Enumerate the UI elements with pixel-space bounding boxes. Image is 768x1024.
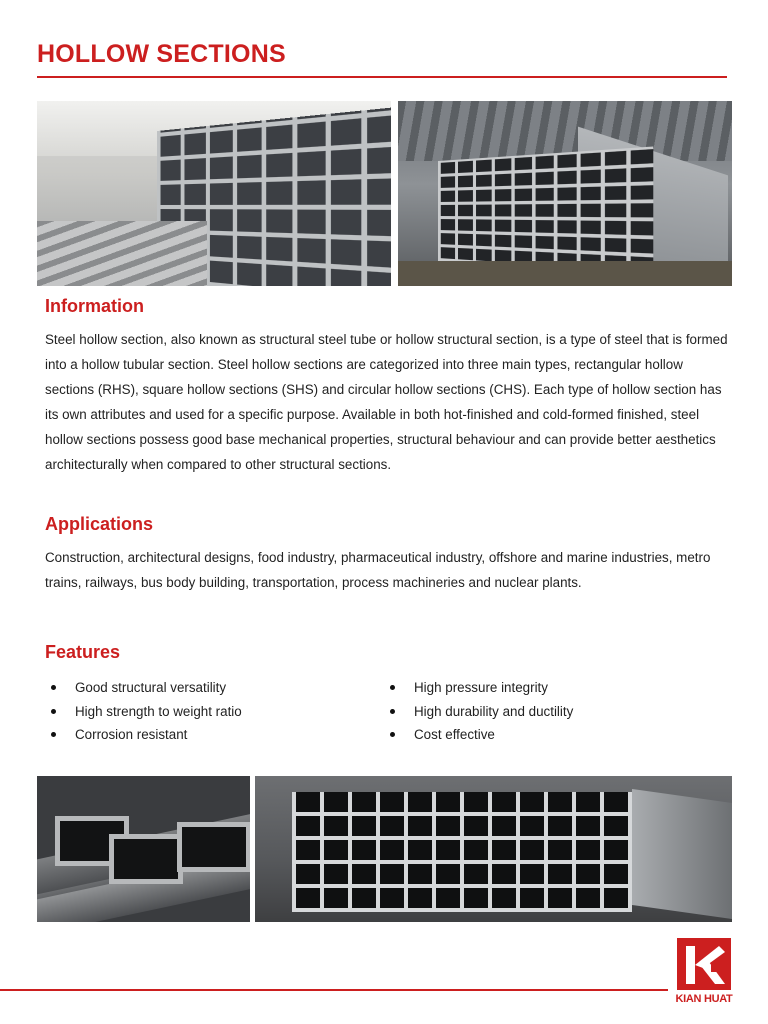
feature-item: Cost effective bbox=[384, 723, 573, 747]
page-title: HOLLOW SECTIONS bbox=[37, 40, 286, 68]
bullet-dot-icon bbox=[51, 685, 56, 690]
features-right-column bbox=[384, 676, 573, 747]
applications-heading: Applications bbox=[45, 514, 154, 534]
logo-text: KIAN HUAT bbox=[675, 993, 733, 1005]
applications-text: Construction, architectural designs, food industry, pharmaceutical industry, offshore and marine industries, metro trains, railways, bus body building, transportation, process machineries and nuclear plants. bbox=[45, 550, 711, 590]
bullet-dot-icon bbox=[51, 709, 56, 714]
information-heading: Information bbox=[45, 296, 144, 316]
bullet-dot-icon bbox=[390, 709, 395, 714]
photo-square-hollow-sections-bundle bbox=[255, 776, 732, 922]
feature-item: High strength to weight ratio bbox=[45, 700, 242, 724]
kian-huat-logo bbox=[674, 938, 734, 1018]
feature-item: High pressure integrity bbox=[384, 676, 573, 700]
logo-mark-icon bbox=[677, 938, 731, 990]
feature-item: Good structural versatility bbox=[45, 676, 242, 700]
features-heading: Features bbox=[45, 642, 121, 662]
features-list bbox=[45, 676, 735, 751]
photo-rectangular-tubes-closeup bbox=[37, 776, 250, 922]
title-divider bbox=[37, 76, 727, 78]
information-text: Steel hollow section, also known as structural steel tube or hollow structural section, is a type of steel that is formed into a hollow tubular section. Steel hollow sections are categorized into three main types, rectangular hollow sections (RHS), square hollow sections (SHS) and circular hollow sections (CHS). Each type of hollow section has its own attributes and used for a specific purpose. Available in both hot-finished and cold-formed finished, steel hollow sections possess good base mechanical properties, structural behaviour and can provide better aesthetics architecturally when compared to other structural sections. bbox=[45, 332, 728, 472]
photo-stacked-hollow-sections-warehouse bbox=[37, 101, 391, 286]
bullet-dot-icon bbox=[390, 685, 395, 690]
photo-hollow-sections-factory bbox=[398, 101, 732, 286]
footer-divider bbox=[0, 989, 668, 991]
bullet-dot-icon bbox=[390, 732, 395, 737]
features-left-column bbox=[45, 676, 242, 747]
feature-item: High durability and ductility bbox=[384, 700, 573, 724]
bullet-dot-icon bbox=[51, 732, 56, 737]
feature-item: Corrosion resistant bbox=[45, 723, 242, 747]
